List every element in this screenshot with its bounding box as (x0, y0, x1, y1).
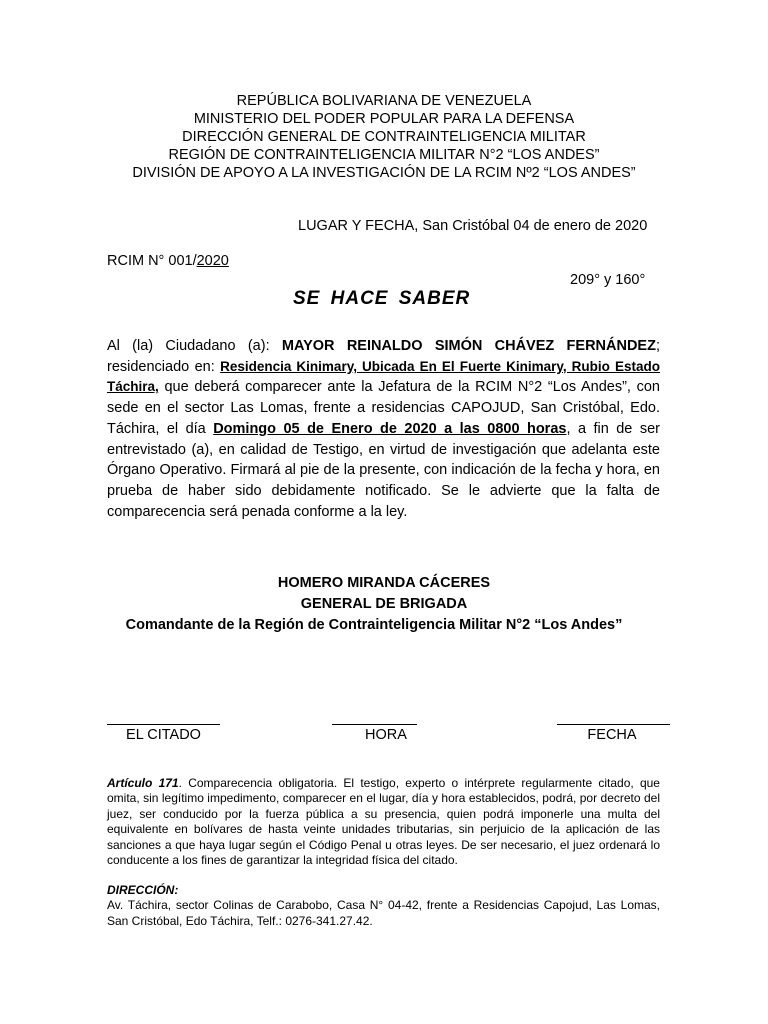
citado-signature-line[interactable] (107, 724, 220, 725)
reference-number (107, 253, 229, 269)
citado-label: EL CITADO (126, 727, 201, 743)
address-label: DIRECCIÓN: (107, 883, 179, 897)
signer-block (0, 573, 768, 636)
signer-rank: GENERAL DE BRIGADA (300, 596, 468, 612)
citizen-residence: Residencia Kinimary, Ubicada En El Fuerte Kinimary, Rubio Estado Táchira, (107, 358, 660, 395)
letterhead-line-2: MINISTERIO DEL PODER POPULAR PARA LA DEFENSA (193, 111, 575, 127)
article-number: Artículo 171 (107, 776, 179, 790)
body-closing-text: , a fin de ser entrevistado (a), en calidad de Testigo, en virtud de investigación que adelanta este Órgano Operativo. Firmará al pie de la presente, con indicación de la fecha y hora, en prueba de haber sido debidamente notificado. Se le advierte que la falta de comparecencia será penada conforme a la ley. (107, 420, 660, 520)
legal-article (107, 776, 660, 868)
letterhead-line-5: DIVISIÓN DE APOYO A LA INVESTIGACIÓN DE LA RCIM Nº2 “LOS ANDES” (132, 165, 636, 181)
signer-role: Comandante de la Región de Contrainteligencia Militar N°2 “Los Andes” (125, 617, 623, 633)
letterhead-line-3: DIRECCIÓN GENERAL DE CONTRAINTELIGENCIA MILITAR (182, 129, 586, 145)
era-years: 209° y 160° (570, 272, 646, 288)
letterhead-line-4: REGIÓN DE CONTRAINTELIGENCIA MILITAR N°2 “LOS ANDES” (168, 147, 600, 163)
address-block (107, 883, 660, 929)
fecha-label: FECHA (587, 727, 637, 743)
document-title (293, 288, 470, 310)
body-intro: Al (la) Ciudadano (a): (107, 338, 282, 354)
document-title-text: SE HACE SABER (293, 288, 471, 309)
hora-signature-line[interactable] (332, 724, 417, 725)
place-and-date: LUGAR Y FECHA, San Cristóbal 04 de enero de 2020 (298, 218, 648, 234)
letterhead (0, 92, 768, 182)
address-text: Av. Táchira, sector Colinas de Carabobo, Casa N° 04-42, frente a Residencias Capojud, Las Lomas, San Cristóbal, Edo Táchira, Telf.: 0276-341.27.42. (107, 898, 660, 928)
fecha-signature-line[interactable] (557, 724, 670, 725)
citizen-name: MAYOR REINALDO SIMÓN CHÁVEZ FERNÁNDEZ (281, 338, 656, 354)
reference-year: 2020 (196, 253, 229, 269)
reference-prefix: RCIM N° 001/ (107, 253, 197, 269)
hora-label: HORA (365, 727, 407, 743)
body-residence-intro: ; residenciado en: (107, 338, 660, 375)
summons-body (107, 336, 660, 522)
body-summons-text: que deberá comparecer ante la Jefatura de la RCIM N°2 “Los Andes”, con sede en el sector Las Lomas, frente a residencias CAPOJUD, San Cristóbal, Edo. Táchira, el día (107, 379, 660, 437)
appointment-date: Domingo 05 de Enero de 2020 a las 0800 horas (213, 420, 567, 437)
article-text: . Comparecencia obligatoria. El testigo, experto o intérprete regularmente citado, que omita, sin legítimo impedimento, comparecer en el lugar, día y hora establecidos, podrá, por decreto del juez, ser conducido por la fuerza pública a su presencia, quien podrá imponerle una multa del equivalente en bolívares de hasta veinte unidades tributarias, sin perjuicio de la aplicación de las sanciones a que haya lugar según el Código Penal u otras leyes. De ser necesario, el juez ordenará lo conducente a los fines de garantizar la integridad física del citado. (107, 776, 660, 868)
letterhead-line-1: REPÚBLICA BOLIVARIANA DE VENEZUELA (236, 93, 532, 109)
signer-name: HOMERO MIRANDA CÁCERES (277, 575, 491, 591)
